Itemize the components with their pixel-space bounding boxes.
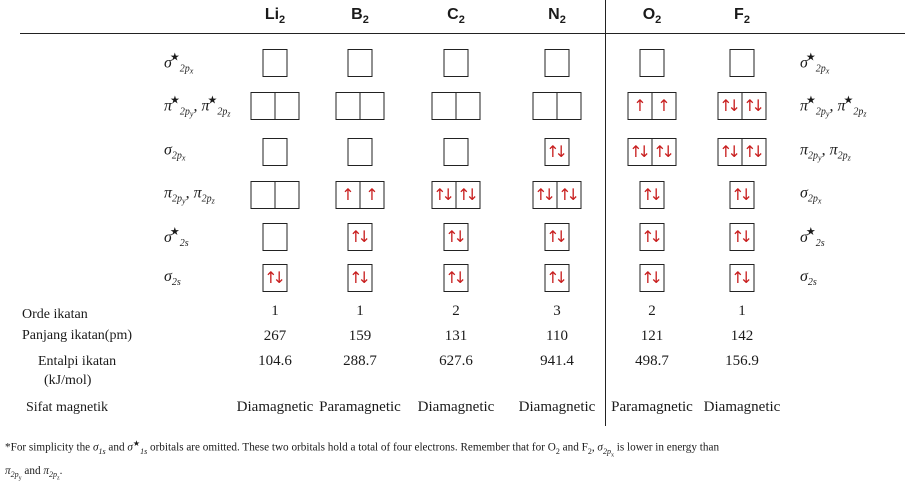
paired-electrons-icon: ↑↓ — [641, 227, 658, 246]
orbital-box-group — [432, 181, 481, 209]
paired-electrons-icon: ↑↓ — [558, 185, 575, 204]
orbital-box-group — [348, 49, 373, 77]
orbital-box — [263, 138, 288, 166]
orbital-box-group — [718, 138, 767, 166]
orbital-box — [444, 49, 469, 77]
orbital-box — [444, 138, 469, 166]
orbital-box-group — [263, 264, 288, 292]
paired-electrons-icon: ↑↓ — [546, 268, 563, 287]
paired-electrons-icon: ↑↓ — [641, 268, 658, 287]
orbital-label-left-s2p_star: $\sigma^★_{2p_x}$ — [164, 51, 194, 76]
value-bond-order: 2 — [648, 303, 656, 319]
orbital-box — [275, 181, 300, 209]
orbital-box — [718, 92, 743, 120]
orbital-box-group — [263, 49, 288, 77]
paired-electrons-icon: ↑↓ — [433, 185, 450, 204]
orbital-box — [730, 181, 755, 209]
orbital-box — [360, 181, 385, 209]
orbital-box — [640, 49, 665, 77]
paired-electrons-icon: ↑↓ — [731, 227, 748, 246]
orbital-box — [444, 264, 469, 292]
value-bond-length: 267 — [263, 328, 287, 344]
orbital-box-group — [336, 181, 385, 209]
orbital-label-right-s2s_star: $\sigma^★_{2s}$ — [800, 226, 825, 249]
value-magnetic: Diamagnetic — [236, 399, 314, 415]
molecule-header-c2: $C_2$ — [447, 6, 465, 27]
paired-electrons-icon: ↑↓ — [445, 227, 462, 246]
orbital-box — [533, 92, 558, 120]
orbital-box-group — [545, 223, 570, 251]
value-bond-length: 142 — [730, 328, 754, 344]
orbital-box-group — [628, 138, 677, 166]
orbital-box-group — [444, 223, 469, 251]
orbital-box — [275, 92, 300, 120]
single-electron-icon: ↑ — [657, 96, 671, 115]
single-electron-icon: ↑ — [341, 185, 355, 204]
orbital-box — [640, 181, 665, 209]
orbital-box-group — [545, 138, 570, 166]
orbital-box — [263, 264, 288, 292]
value-enthalpy: 941.4 — [540, 353, 574, 369]
orbital-box-group — [640, 264, 665, 292]
orbital-label-left-p2p: $\pi_{2p_y}$, $\pi_{2p_z}$ — [164, 184, 215, 206]
value-bond-order: 1 — [738, 303, 746, 319]
orbital-box — [545, 223, 570, 251]
orbital-box — [348, 223, 373, 251]
orbital-label-right-p2p: $\sigma_{2p_x}$ — [800, 184, 822, 206]
value-magnetic: Paramagnetic — [611, 399, 693, 415]
orbital-label-left-p2p_star: $\pi^★_{2p_y}$, $\pi^★_{2p_z}$ — [164, 94, 231, 119]
orbital-box — [348, 49, 373, 77]
value-magnetic: Diamagnetic — [518, 399, 596, 415]
orbital-label-left-s2p: $\sigma_{2p_x}$ — [164, 141, 186, 163]
orbital-label-right-s2p: $\pi_{2p_y}$, $\pi_{2p_z}$ — [800, 141, 851, 163]
orbital-box-group — [263, 223, 288, 251]
orbital-label-left-s2s_star: $\sigma^★_{2s}$ — [164, 226, 189, 249]
value-magnetic: Diamagnetic — [703, 399, 781, 415]
orbital-box-group — [730, 49, 755, 77]
orbital-box — [348, 138, 373, 166]
molecule-header-n2: $N_2$ — [548, 6, 566, 27]
paired-electrons-icon: ↑↓ — [743, 142, 760, 161]
orbital-box — [360, 92, 385, 120]
orbital-box — [730, 49, 755, 77]
orbital-box — [742, 138, 767, 166]
paired-electrons-icon: ↑↓ — [457, 185, 474, 204]
orbital-box — [545, 138, 570, 166]
orbital-label-right-s2p_star: $\sigma^★_{2p_x}$ — [800, 51, 830, 76]
value-bond-length: 131 — [444, 328, 468, 344]
value-bond-length: 121 — [640, 328, 664, 344]
molecule-header-o2: $O_2$ — [642, 6, 662, 27]
value-bond-order: 3 — [553, 303, 561, 319]
orbital-box — [432, 181, 457, 209]
orbital-box — [251, 92, 276, 120]
orbital-box — [348, 264, 373, 292]
row-label-bond-order: Orde ikatan — [22, 307, 88, 322]
orbital-box — [545, 264, 570, 292]
orbital-box-group — [348, 264, 373, 292]
paired-electrons-icon: ↑↓ — [731, 185, 748, 204]
value-bond-length: 110 — [546, 328, 568, 344]
orbital-box-group — [730, 181, 755, 209]
orbital-box — [742, 92, 767, 120]
paired-electrons-icon: ↑↓ — [653, 142, 670, 161]
orbital-box — [718, 138, 743, 166]
value-bond-order: 1 — [271, 303, 279, 319]
orbital-label-right-p2p_star: $\pi^★_{2p_y}$, $\pi^★_{2p_z}$ — [800, 94, 867, 119]
row-label-magnetic: Sifat magnetik — [26, 400, 109, 415]
paired-electrons-icon: ↑↓ — [349, 268, 366, 287]
orbital-box — [444, 223, 469, 251]
paired-electrons-icon: ↑↓ — [445, 268, 462, 287]
value-enthalpy: 156.9 — [725, 353, 759, 369]
orbital-label-right-s2s: $\sigma_{2s}$ — [800, 268, 817, 288]
orbital-box-group — [730, 264, 755, 292]
orbital-box-group — [348, 138, 373, 166]
row-label-bond-length: Panjang ikatan(pm) — [22, 328, 133, 343]
orbital-box — [652, 138, 677, 166]
value-enthalpy: 498.7 — [635, 353, 669, 369]
paired-electrons-icon: ↑↓ — [264, 268, 281, 287]
orbital-box — [456, 181, 481, 209]
orbital-box-group — [348, 223, 373, 251]
orbital-box — [640, 223, 665, 251]
paired-electrons-icon: ↑↓ — [719, 142, 736, 161]
value-enthalpy: 104.6 — [258, 353, 292, 369]
orbital-box-group — [545, 264, 570, 292]
molecule-header-f2: $F_2$ — [734, 6, 750, 27]
value-bond-length: 159 — [348, 328, 372, 344]
orbital-box — [251, 181, 276, 209]
orbital-label-left-s2s: $\sigma_{2s}$ — [164, 268, 181, 288]
orbital-box-group — [336, 92, 385, 120]
orbital-box — [730, 223, 755, 251]
orbital-box-group — [251, 92, 300, 120]
paired-electrons-icon: ↑↓ — [546, 227, 563, 246]
orbital-box-group — [628, 92, 677, 120]
orbital-box — [336, 181, 361, 209]
orbital-box — [533, 181, 558, 209]
row-label-enthalpy-unit: (kJ/mol) — [44, 373, 92, 388]
footnote: *For simplicity the $\sigma_{1s}$ and $\sigma^★_{1s}$ orbitals are omitted. These two orbitals hold a total of four electrons. Remember that for $O_2$ and $F_2$, $\sigma_{2p_x}$ is lower in energy than $\pi_{2p_y}$ and $\pi_{2p_z}$. — [5, 439, 720, 482]
value-bond-order: 1 — [356, 303, 364, 319]
orbital-box — [628, 138, 653, 166]
paired-electrons-icon: ↑↓ — [534, 185, 551, 204]
orbital-box-group — [640, 181, 665, 209]
value-enthalpy: 627.6 — [439, 353, 473, 369]
orbital-box-group — [640, 49, 665, 77]
paired-electrons-icon: ↑↓ — [349, 227, 366, 246]
orbital-box — [263, 49, 288, 77]
orbital-box — [336, 92, 361, 120]
paired-electrons-icon: ↑↓ — [743, 96, 760, 115]
paired-electrons-icon: ↑↓ — [641, 185, 658, 204]
value-magnetic: Diamagnetic — [417, 399, 495, 415]
value-bond-order: 2 — [452, 303, 460, 319]
orbital-box-group — [640, 223, 665, 251]
orbital-box-group — [545, 49, 570, 77]
orbital-box-group — [444, 264, 469, 292]
orbital-box — [628, 92, 653, 120]
orbital-box — [456, 92, 481, 120]
value-enthalpy: 288.7 — [343, 353, 377, 369]
single-electron-icon: ↑ — [633, 96, 647, 115]
paired-electrons-icon: ↑↓ — [719, 96, 736, 115]
row-label-enthalpy: Entalpi ikatan — [38, 354, 117, 369]
paired-electrons-icon: ↑↓ — [731, 268, 748, 287]
orbital-box-group — [730, 223, 755, 251]
orbital-box-group — [263, 138, 288, 166]
orbital-box-group — [444, 138, 469, 166]
orbital-box — [557, 181, 582, 209]
column-divider — [605, 0, 606, 426]
orbital-box — [432, 92, 457, 120]
orbital-box-group — [533, 92, 582, 120]
orbital-box — [557, 92, 582, 120]
orbital-box-group — [251, 181, 300, 209]
orbital-box — [640, 264, 665, 292]
orbital-box-group — [533, 181, 582, 209]
orbital-box — [730, 264, 755, 292]
orbital-box — [652, 92, 677, 120]
orbital-box-group — [444, 49, 469, 77]
orbital-box-group — [432, 92, 481, 120]
molecule-header-b2: $B_2$ — [351, 6, 369, 27]
single-electron-icon: ↑ — [365, 185, 379, 204]
paired-electrons-icon: ↑↓ — [629, 142, 646, 161]
orbital-box — [263, 223, 288, 251]
molecule-header-li2: $Li_2$ — [264, 6, 286, 27]
orbital-box-group — [718, 92, 767, 120]
value-magnetic: Paramagnetic — [319, 399, 401, 415]
paired-electrons-icon: ↑↓ — [546, 142, 563, 161]
header-rule — [20, 33, 905, 34]
orbital-box — [545, 49, 570, 77]
